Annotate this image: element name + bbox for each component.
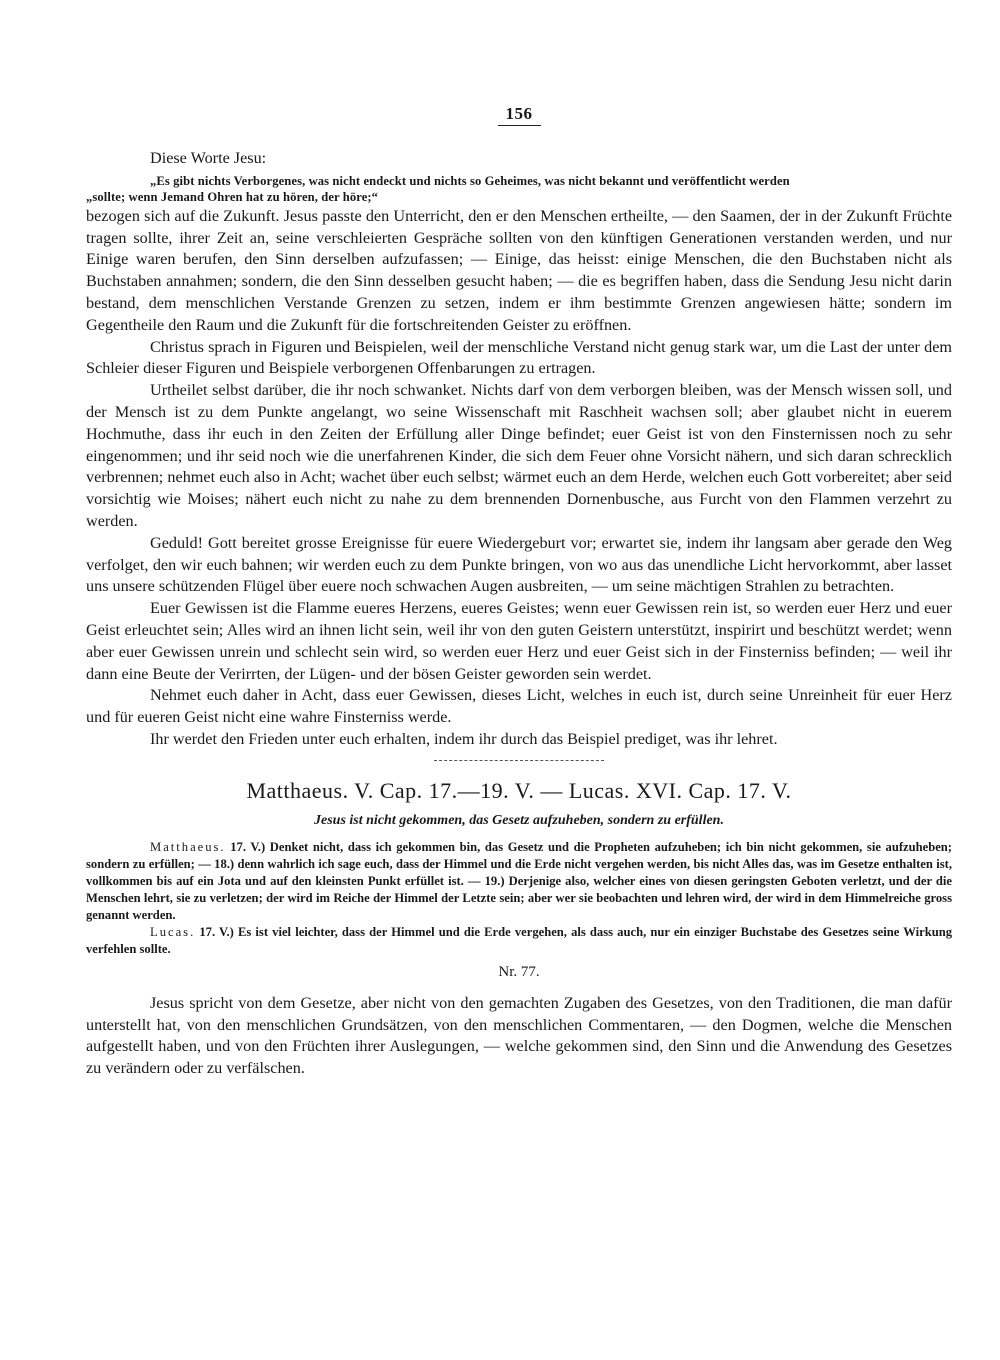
paragraph-2: Christus sprach in Figuren und Beispielen, weil der menschliche Verstand nicht genug stark war, um die Last der unter dem Schleier dieser Figuren und Beispiele verborgenen Offenbarungen zu ertragen. xyxy=(86,337,952,378)
paragraph-1: bezogen sich auf die Zukunft. Jesus passte den Unterricht, den er den Menschen ertheilte, — den Saamen, der in der Zukunft Früchte tragen sollte, ihrer Zeit an, seine verschleierten Gespräche sollten von den künftigen Generationen verstanden werden, und nur Einige waren berufen, den Sinn derselben aufzufassen; — Einige, das heisst: einige Menschen, die den Buchstaben nicht als Buchstaben annahmen; sondern, die den Sinn desselben gesucht haben; — die es begriffen haben, dass die Sendung Jesu nicht darin bestand, dem menschlichen Verstande Grenzen zu setzen, indem er ihm bestimmte Grenzen angewiesen hätte; sondern im Gegentheile den Raum und die Zukunft für die fortschreitenden Geister zu eröffnen. xyxy=(86,206,952,334)
final-paragraph: Jesus spricht von dem Gesetze, aber nicht von den gemachten Zugaben des Gesetzes, von den Traditionen, die man dafür unterstellt hat, von den menschlichen Grundsätzen, von den menschlichen Commentaren, — den Dogmen, welche die Menschen aufgestellt haben, und von den Früchten ihrer Auslegungen, — welche gekommen sind, den Sinn und die Anwendung des Gesetzes zu verändern oder zu verfälschen. xyxy=(86,993,952,1078)
quote-line-2: „sollte; wenn Jemand Ohren hat zu hören, der höre;“ xyxy=(86,190,379,205)
paragraph-4: Geduld! Gott bereitet grosse Ereignisse für euere Wiedergeburt vor; erwartet sie, indem ihr langsam aber gerade den Weg verfolget, den wir euch bahnen; wir werden euch zu dem Punkte bringen, von wo aus das unendliche Licht hervorkommt, aber lasset uns unsere schützenden Flügel über euere noch schwachen Augen ausbreiten, — um seine mächtigen Strahlen zu betrachten. xyxy=(86,533,952,596)
matthaeus-label: Matthaeus. xyxy=(150,839,226,854)
quote-line-1: „Es gibt nichts Verborgenes, was nicht endeckt und nichts so Geheimes, was nicht bekannt und veröffentlicht werden xyxy=(150,173,790,188)
section-heading: Matthaeus. V. Cap. 17.—19. V. — Lucas. XVI. Cap. 17. V. xyxy=(246,777,792,803)
section-divider xyxy=(434,760,604,761)
lucas-passage xyxy=(86,924,952,958)
page-number: 156 xyxy=(86,104,952,126)
matthaeus-passage xyxy=(86,839,952,924)
lucas-text: 17. V.) Es ist viel leichter, dass der Himmel und die Erde vergehen, als dass auch, nur ein einziger Buchstabe des Gesetzes seine Wirkung verfehlen sollte. xyxy=(86,924,952,956)
paragraph-5: Euer Gewissen ist die Flamme eueres Herzens, eueres Geistes; wenn euer Gewissen rein ist, so werden euer Herz und euer Geist erleuchtet sein; Alles wird an ihnen licht sein, weil ihr von den guten Geistern unterstützt, inspirirt und beschützt werdet; wenn aber euer Gewissen unrein und schlecht sein wird, so werden euer Herz und euer Geist sich in der Finsterniss befinden; — weil ihr dann eine Beute der Verirrten, der Lügen- und der bösen Geister geworden sein werdet. xyxy=(86,599,952,683)
intro-line: Diese Worte Jesu: xyxy=(150,149,267,167)
number-heading: Nr. 77. xyxy=(498,963,540,980)
section-subheading: Jesus ist nicht gekommen, das Gesetz aufzuheben, sondern zu erfüllen. xyxy=(314,812,724,828)
book-page xyxy=(86,104,952,1080)
paragraph-7: Ihr werdet den Frieden unter euch erhalten, indem ihr durch das Beispiel prediget, was ihr lehret. xyxy=(150,729,778,748)
paragraph-3: Urtheilet selbst darüber, die ihr noch schwanket. Nichts darf von dem verborgen bleiben, was der Mensch wissen soll, und der Mensch ist zu dem Punkte angelangt, wo seine Wissenschaft mit Raschheit wachsen soll; aber glaubet nicht in euerem Hochmuthe, dass ihr euch in den Zeiten der Erfüllung aller Dinge befindet; euer Geist ist von den Finsternissen noch zu sehr eingenommen; und ihr seid noch wie die unerfahrenen Kinder, die sich dem Feuer ohne Vorsicht nähern, und sich daran schrecklich verbrennen; nehmet euch also in Acht; wachet über euch selbst; wärmet euch an dem Herde, welchen euch Gott vorbereitet; aber seid vorsichtig wie Moises; nähert euch nicht zu nahe zu dem brennenden Dornenbusche, aus Furcht von den Flammen verzehrt zu werden. xyxy=(86,381,952,530)
paragraph-6: Nehmet euch daher in Acht, dass euer Gewissen, dieses Licht, welches in euch ist, durch seine Unreinheit für euer Herz und für eueren Geist nicht eine wahre Finsterniss werde. xyxy=(86,686,952,727)
matthaeus-text: 17. V.) Denket nicht, dass ich gekommen bin, das Gesetz und die Propheten aufzuheben; ich bin nicht gekommen, sie aufzuheben; sondern zu erfüllen; — 18.) denn wahrlich ich sage euch, dass der Himmel und die Erde nicht vergehen werden, bis nicht Alles das, was im Gesetze enthalten ist, vollkommen bis auf ein Jota und auf den kleinsten Punkt erfüllet ist. — 19.) Derjenige also, welcher eines von diesen geringsten Geboten verletzt, und der die Menschen lehrt, sie zu verletzen; der wird im Reiche der Himmel der Letzte sein; aber wer sie beobachten und lehren wird, der wird in dem Himmelreiche gross genannt werden. xyxy=(86,839,952,922)
lucas-label: Lucas. xyxy=(150,924,196,939)
